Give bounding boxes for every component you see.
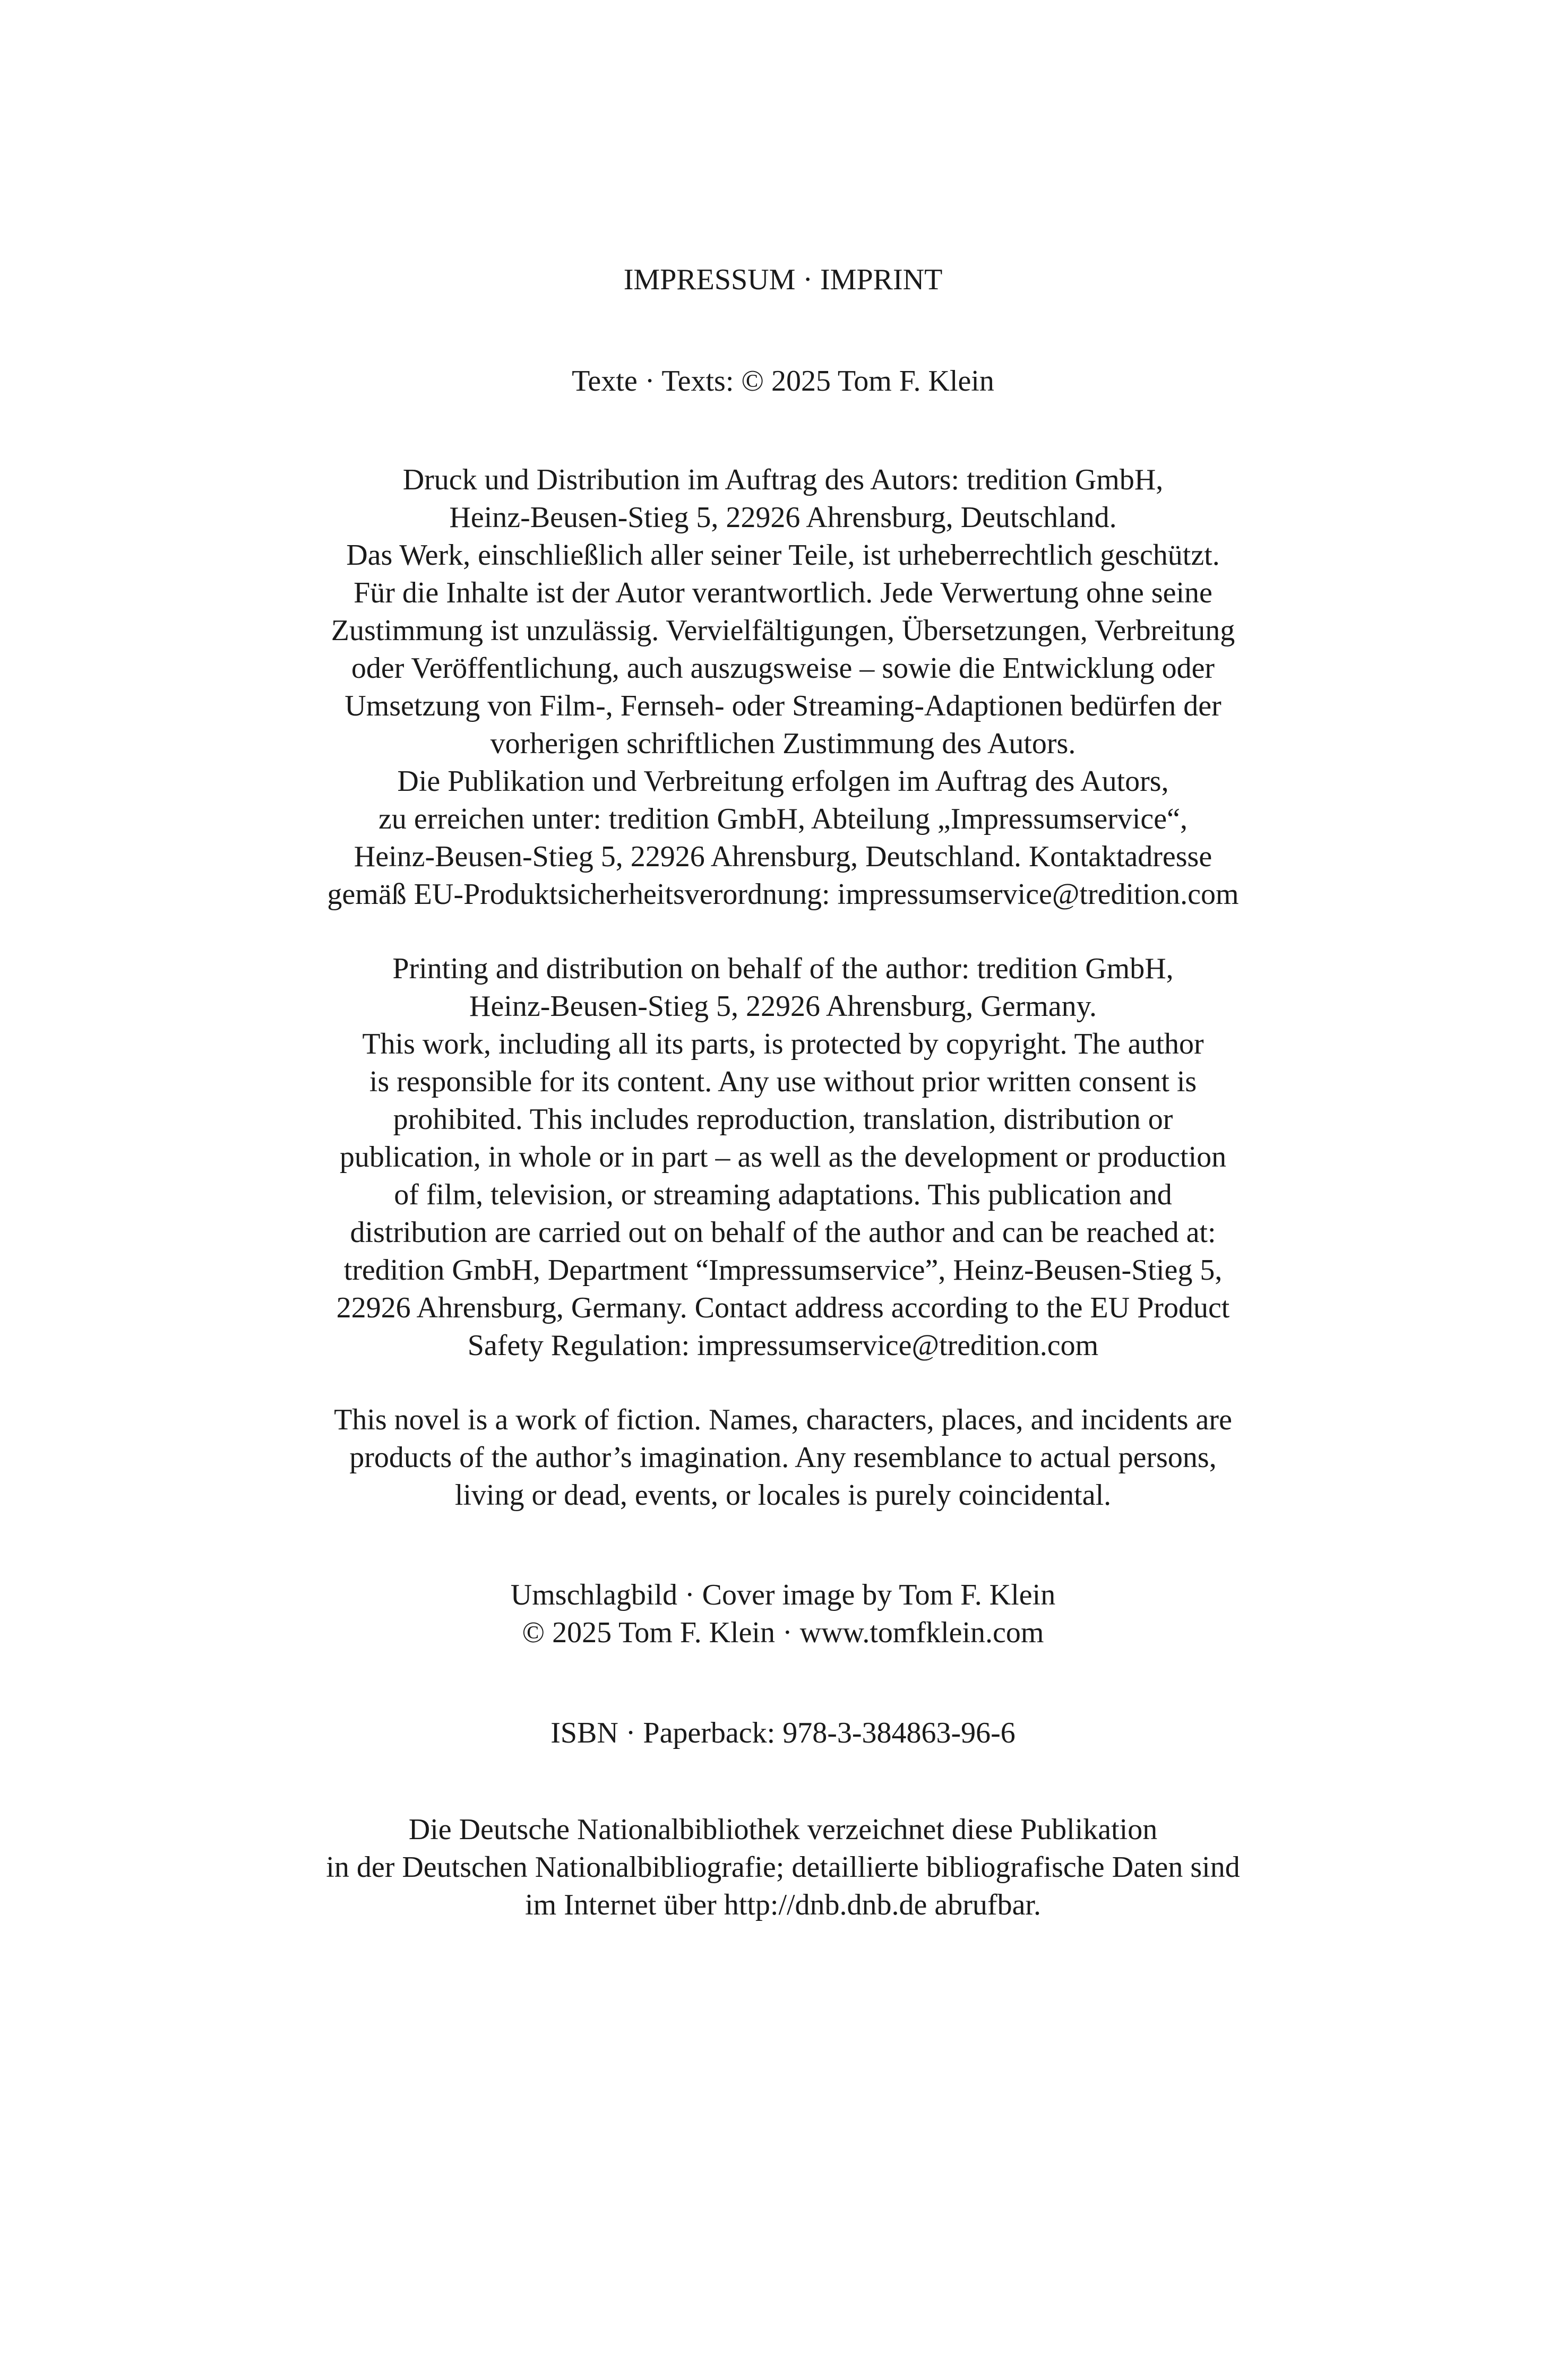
english-notice-line: Safety Regulation: impressumservice@tredition.com <box>467 1329 1099 1362</box>
english-notice-line: Printing and distribution on behalf of the author: tredition GmbH, <box>392 952 1174 985</box>
german-notice-line: Umsetzung von Film-, Fernseh- oder Streaming-Adaptionen bedürfen der <box>345 689 1221 722</box>
german-notice-line: Das Werk, einschließlich aller seiner Teile, ist urheberrechtlich geschützt. <box>346 539 1220 572</box>
german-notice-line: gemäß EU-Produktsicherheitsverordnung: impressumservice@tredition.com <box>327 878 1239 911</box>
english-notice-line: of film, television, or streaming adaptations. This publication and <box>394 1178 1172 1211</box>
german-notice-line: Druck und Distribution im Auftrag des Autors: tredition GmbH, <box>402 463 1164 496</box>
cover-credit-line: © 2025 Tom F. Klein · www.tomfklein.com <box>522 1616 1044 1649</box>
fiction-disclaimer-line: products of the author’s imagination. Any resemblance to actual persons, <box>349 1441 1217 1474</box>
fiction-disclaimer <box>199 1401 1367 1514</box>
german-notice-line: oder Veröffentlichung, auch auszugsweise – sowie die Entwicklung oder <box>351 652 1215 685</box>
cover-credit-line: Umschlagbild · Cover image by Tom F. Klein <box>510 1579 1056 1611</box>
german-notice-line: Heinz-Beusen-Stieg 5, 22926 Ahrensburg, Deutschland. Kontaktadresse <box>354 840 1212 873</box>
german-notice <box>199 461 1367 913</box>
german-notice-line: zu erreichen unter: tredition GmbH, Abteilung „Impressumservice“, <box>378 803 1188 835</box>
isbn <box>199 1714 1367 1752</box>
cover-credit <box>199 1576 1367 1652</box>
fiction-disclaimer-line: This novel is a work of fiction. Names, characters, places, and incidents are <box>334 1403 1232 1436</box>
german-notice-line: vorherigen schriftlichen Zustimmung des Autors. <box>490 727 1076 760</box>
texts-credit-line: Texte · Texts: © 2025 Tom F. Klein <box>572 365 994 398</box>
isbn-line: ISBN · Paperback: 978-3-384863-96-6 <box>550 1717 1016 1749</box>
english-notice-line: This work, including all its parts, is protected by copyright. The author <box>362 1028 1204 1060</box>
english-notice-line: Heinz-Beusen-Stieg 5, 22926 Ahrensburg, Germany. <box>469 990 1097 1023</box>
fiction-disclaimer-line: living or dead, events, or locales is purely coincidental. <box>454 1479 1112 1512</box>
english-notice-line: publication, in whole or in part – as well as the development or production <box>339 1141 1227 1174</box>
english-notice <box>199 950 1367 1365</box>
english-notice-line: tredition GmbH, Department “Impressumservice”, Heinz-Beusen-Stieg 5, <box>343 1254 1223 1287</box>
german-notice-line: Die Publikation und Verbreitung erfolgen im Auftrag des Autors, <box>397 765 1169 798</box>
german-notice-line: Zustimmung ist unzulässig. Vervielfältigungen, Übersetzungen, Verbreitung <box>331 614 1235 647</box>
texts-credit <box>199 363 1367 400</box>
english-notice-line: distribution are carried out on behalf of the author and can be reached at: <box>350 1216 1216 1249</box>
german-notice-line: Für die Inhalte ist der Autor verantwortlich. Jede Verwertung ohne seine <box>354 576 1212 609</box>
german-notice-line: Heinz-Beusen-Stieg 5, 22926 Ahrensburg, Deutschland. <box>449 501 1117 534</box>
dnb-notice-line: Die Deutsche Nationalbibliothek verzeichnet diese Publikation <box>408 1813 1158 1846</box>
english-notice-line: is responsible for its content. Any use without prior written consent is <box>369 1065 1197 1098</box>
dnb-notice-line: im Internet über http://dnb.dnb.de abrufbar. <box>525 1889 1041 1921</box>
dnb-notice <box>199 1811 1367 1924</box>
dnb-notice-line: in der Deutschen Nationalbibliografie; detaillierte bibliografische Daten sind <box>326 1851 1240 1884</box>
heading-text: IMPRESSUM · IMPRINT <box>623 263 943 296</box>
imprint-heading <box>199 261 1367 299</box>
english-notice-line: 22926 Ahrensburg, Germany. Contact address according to the EU Product <box>336 1291 1230 1324</box>
english-notice-line: prohibited. This includes reproduction, translation, distribution or <box>393 1103 1173 1136</box>
